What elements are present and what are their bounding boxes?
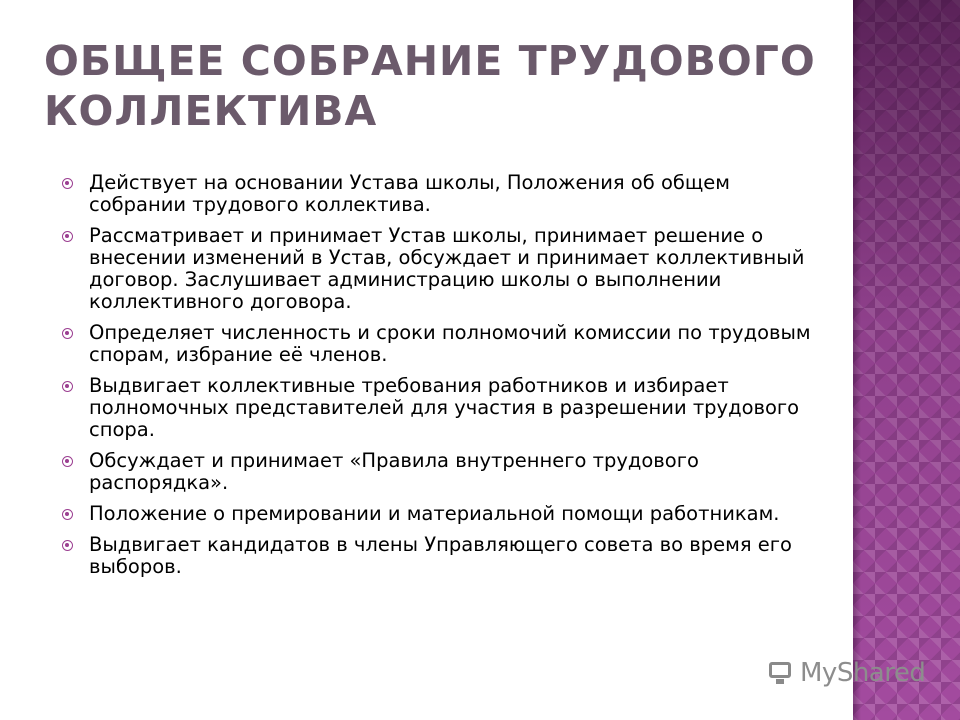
bullet-icon (62, 540, 73, 551)
bullet-text: Действует на основании Устава школы, Положения об общем собрании трудового коллектива. (89, 171, 730, 216)
monitor-icon (768, 660, 796, 686)
bullet-text: Выдвигает кандидатов в члены Управляющего совета во время его выборов. (89, 533, 792, 578)
slide-title: ОБЩЕЕ СОБРАНИЕ ТРУДОВОГО КОЛЛЕКТИВА (44, 37, 816, 135)
bullet-icon (62, 178, 73, 189)
bullet-item (62, 450, 832, 494)
bullet-text: Положение о премировании и материальной помощи работникам. (89, 502, 780, 525)
bullet-icon (62, 509, 73, 520)
bullet-item (62, 534, 832, 578)
bullet-text: Рассматривает и принимает Устав школы, принимает решение о внесении изменений в Устав, обсуждает и принимает коллективный договор. Заслушивает администрацию школы о выполнении коллективного договора. (89, 224, 805, 313)
bullet-icon (62, 328, 73, 339)
watermark (768, 656, 925, 690)
bullet-item (62, 172, 832, 216)
bullet-item (62, 375, 832, 441)
bullet-item (62, 225, 832, 313)
bullet-icon (62, 456, 73, 467)
bullet-icon (62, 381, 73, 392)
bullet-item (62, 503, 832, 525)
bullet-text: Выдвигает коллективные требования работников и избирает полномочных представителей для участия в разрешении трудового спора. (89, 374, 800, 441)
watermark-text: MyShared (800, 658, 926, 688)
decorative-side-band (853, 0, 960, 720)
bullet-text: Определяет численность и сроки полномочий комиссии по трудовым спорам, избрание её членов. (89, 321, 811, 366)
bullet-icon (62, 231, 73, 242)
bullet-text: Обсуждает и принимает «Правила внутреннего трудового распорядка». (89, 449, 699, 494)
bullet-list (62, 172, 832, 587)
bullet-item (62, 322, 832, 366)
